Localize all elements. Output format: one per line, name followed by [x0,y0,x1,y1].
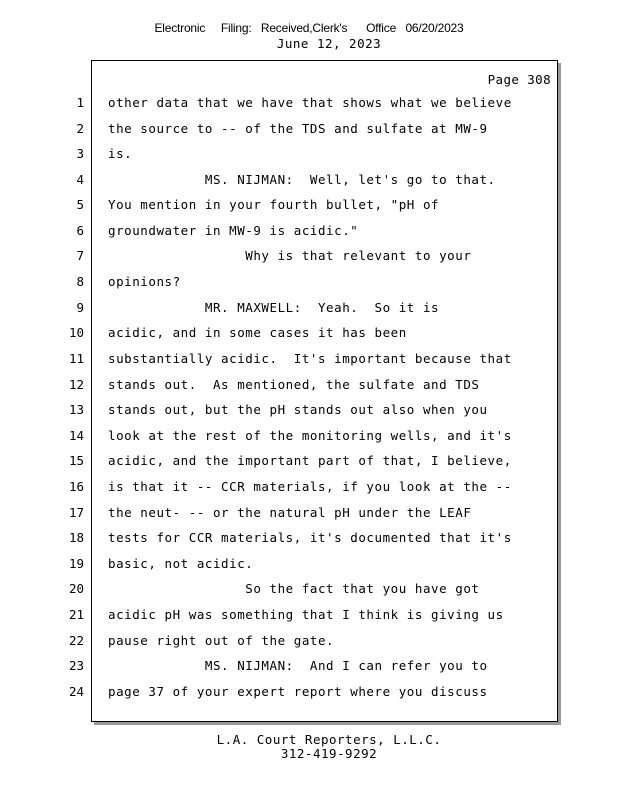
transcript-line: basic, not acidic. [108,556,254,571]
transcript-line: Why is that relevant to your [108,248,472,263]
transcript-line: MR. MAXWELL: Yeah. So it is [108,300,440,315]
transcript-line: substantially acidic. It's important because that [108,351,512,366]
transcript-line: MS. NIJMAN: Well, let's go to that. [108,172,496,187]
transcript-line: MS. NIJMAN: And I can refer you to [108,658,488,673]
line-number: 11 [68,351,84,366]
header-date: June 12, 2023 [276,36,382,51]
transcript-line: tests for CCR materials, it's documented that it's [108,530,512,545]
transcript-line: acidic pH was something that I think is giving us [108,607,504,622]
line-number: 17 [68,505,84,520]
line-number: 24 [68,684,84,699]
transcript-line: acidic, and the important part of that, I believe, [108,453,512,468]
transcript-line: is that it -- CCR materials, if you look at the -- [108,479,512,494]
transcript-line: the neut- -- or the natural pH under the LEAF [108,505,472,520]
line-number: 10 [68,325,84,340]
line-number: 23 [68,658,84,673]
transcript-line: You mention in your fourth bullet, "pH of [108,197,440,212]
transcript-line: acidic, and in some cases it has been [108,325,407,340]
transcript-line: page 37 of your expert report where you discuss [108,684,488,699]
line-number: 4 [76,172,84,187]
line-number: 7 [76,248,84,263]
line-number: 3 [76,146,84,161]
line-number: 16 [68,479,84,494]
line-number: 6 [76,223,84,238]
line-number: 8 [76,274,84,289]
transcript-line: stands out, but the pH stands out also when you [108,402,488,417]
transcript-line: pause right out of the gate. [108,633,335,648]
transcript-line: the source to -- of the TDS and sulfate at MW-9 [108,121,488,136]
line-number: 22 [68,633,84,648]
line-number: 14 [68,428,84,443]
line-number: 20 [68,581,84,596]
line-number: 5 [76,197,84,212]
line-number: 19 [68,556,84,571]
page-number: Page 308 [487,72,551,87]
footer [0,733,618,761]
line-number: 1 [76,95,84,110]
transcript-line: opinions? [108,274,181,289]
transcript-line: look at the rest of the monitoring wells, and it's [108,428,512,443]
transcript-line: stands out. As mentioned, the sulfate and TDS [108,377,480,392]
reporter-phone: 312-419-9292 [280,746,378,761]
filing-stamp: Electronic Filing: Received,Clerk's Office 06/20/2023 [154,21,464,35]
transcript-line: So the fact that you have got [108,581,480,596]
transcript-line: is. [108,146,133,161]
reporter-company: L.A. Court Reporters, L.L.C. [216,732,442,747]
line-number: 12 [68,377,84,392]
line-number: 18 [68,530,84,545]
line-number: 2 [76,121,84,136]
line-number: 21 [68,607,84,622]
line-number: 9 [76,300,84,315]
transcript-line: groundwater in MW-9 is acidic." [108,223,359,238]
line-number: 13 [68,402,84,417]
transcript-line: other data that we have that shows what we believe [108,95,512,110]
line-number: 15 [68,453,84,468]
